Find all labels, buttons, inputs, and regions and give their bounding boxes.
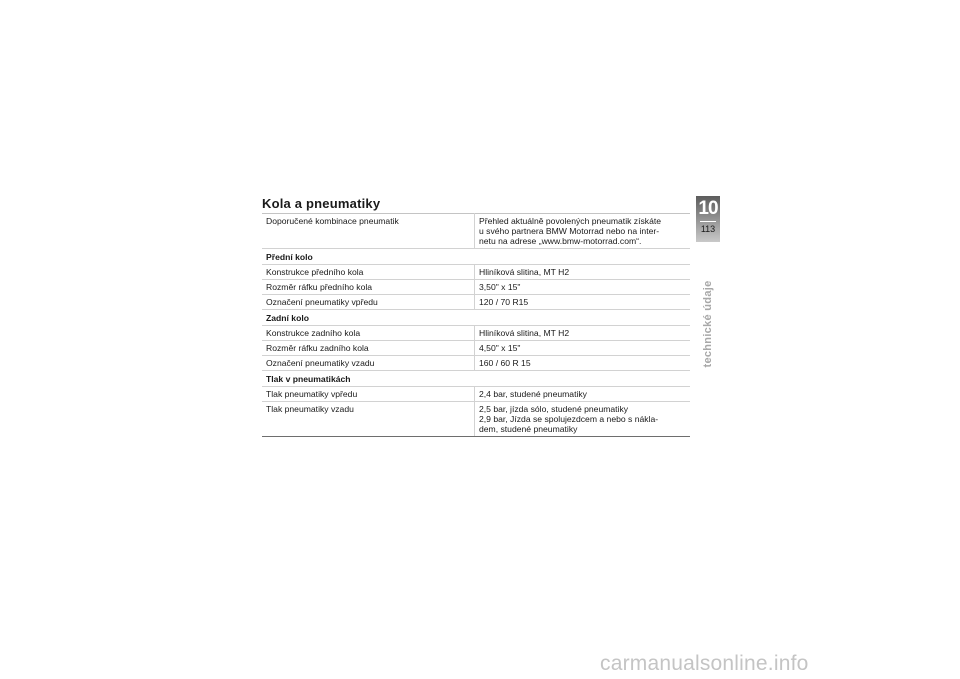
table-row [262, 387, 690, 402]
page-number: 113 [700, 224, 716, 234]
spec-value [475, 387, 691, 402]
spec-value [475, 214, 691, 249]
chapter-title: technické údaje [702, 280, 714, 368]
spec-value-line: netu na adrese „www.bmw-motorrad.com“. [479, 236, 642, 246]
section-heading: Tlak v pneumatikách [262, 371, 690, 387]
table-row [262, 402, 690, 437]
spec-value [475, 356, 691, 371]
spec-value [475, 341, 691, 356]
spec-value [475, 326, 691, 341]
spec-label: Označení pneumatiky vpředu [262, 295, 475, 310]
spec-label: Konstrukce předního kola [262, 265, 475, 280]
table-row [262, 280, 690, 295]
section-title: Kola a pneumatiky [262, 196, 381, 211]
table-row [262, 295, 690, 310]
section-heading: Zadní kolo [262, 310, 690, 326]
table-row [262, 214, 690, 249]
chapter-tab[interactable] [696, 196, 720, 242]
table-row [262, 326, 690, 341]
table-row [262, 341, 690, 356]
spec-value-line: Hliníková slitina, MT H2 [479, 328, 570, 338]
spec-value-line: 120 / 70 R15 [479, 297, 529, 307]
spec-label: Označení pneumatiky vzadu [262, 356, 475, 371]
spec-value [475, 280, 691, 295]
spec-value-line: u svého partnera BMW Motorrad nebo na inter- [479, 226, 660, 236]
spec-label: Rozměr ráfku předního kola [262, 280, 475, 295]
spec-value-line: Přehled aktuálně povolených pneumatik získáte [479, 216, 662, 226]
chapter-number: 10 [698, 198, 718, 219]
spec-label: Doporučené kombinace pneumatik [262, 214, 475, 249]
section-heading: Přední kolo [262, 249, 690, 265]
spec-value [475, 402, 691, 437]
spec-table [262, 213, 690, 437]
spec-value-line: 4,50" x 15" [479, 343, 521, 353]
chapter-divider [700, 221, 716, 222]
spec-value [475, 265, 691, 280]
spec-value-line: 3,50" x 15" [479, 282, 521, 292]
spec-value-line: 160 / 60 R 15 [479, 358, 531, 368]
spec-label: Tlak pneumatiky vzadu [262, 402, 475, 437]
table-row [262, 265, 690, 280]
spec-value-line: 2,9 bar, Jízda se spolujezdcem a nebo s nákla- [479, 414, 659, 424]
spec-label: Konstrukce zadního kola [262, 326, 475, 341]
spec-label: Tlak pneumatiky vpředu [262, 387, 475, 402]
table-row [262, 356, 690, 371]
section-heading-row [262, 310, 690, 326]
section-heading-row [262, 249, 690, 265]
spec-label: Rozměr ráfku zadního kola [262, 341, 475, 356]
spec-value-line: 2,4 bar, studené pneumatiky [479, 389, 587, 399]
section-heading-row [262, 371, 690, 387]
watermark: carmanualsonline.info [600, 652, 809, 675]
spec-value-line: 2,5 bar, jízda sólo, studené pneumatiky [479, 404, 629, 414]
spec-value [475, 295, 691, 310]
spec-value-line: Hliníková slitina, MT H2 [479, 267, 570, 277]
spec-value-line: dem, studené pneumatiky [479, 424, 578, 434]
